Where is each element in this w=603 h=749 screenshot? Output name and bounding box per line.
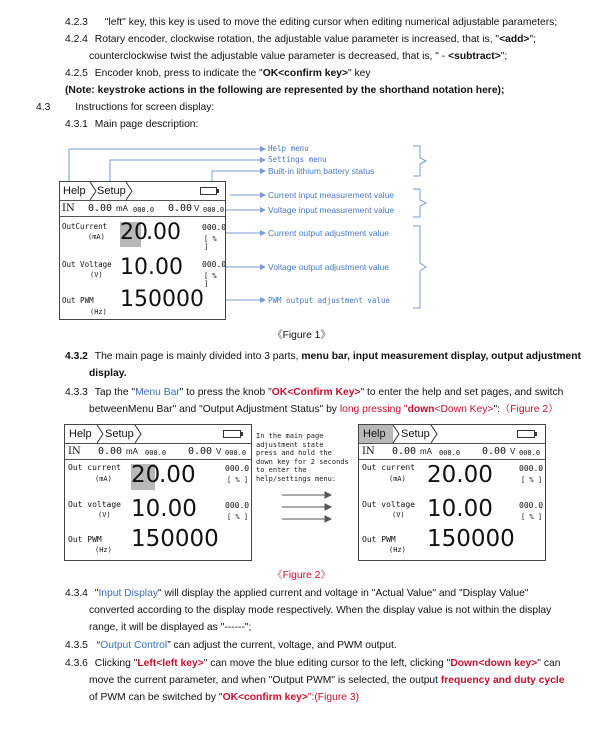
out-voltage-unit: (V) <box>392 511 405 519</box>
item-number: 4.3.1 <box>65 119 88 130</box>
current-adj-annotation: Current output adjustment value <box>268 228 389 238</box>
item-number: 4.2.5 <box>65 68 88 79</box>
item-text-end: "; <box>529 34 536 45</box>
in-current-small: 000.0 <box>133 206 155 214</box>
item-text: Tap the " <box>94 387 136 398</box>
in-label: IN <box>68 446 81 457</box>
ok-key: OK<confirm key> <box>262 68 348 79</box>
current-pct-value: 000.0 <box>519 464 544 473</box>
pwm-adj-annotation: PWM output adjustment value <box>268 296 390 305</box>
out-pwm-label: Out PWM <box>62 296 94 305</box>
out-pwm-unit: (Hz) <box>389 546 406 554</box>
voltage-pct-value: 000.0 <box>202 260 227 269</box>
input-display-ref: Input Display <box>98 588 158 599</box>
item-number: 4.3.4 <box>65 588 88 599</box>
lcd-screen-figure-2-right <box>358 424 546 561</box>
current-pct-unit: [ % ] <box>227 476 249 484</box>
in-current-value: 0.00 <box>98 446 123 457</box>
setup-tab[interactable]: Setup <box>105 428 134 440</box>
out-current-dec[interactable]: .00 <box>146 220 181 245</box>
note: (Note: keystroke actions in the following are represented by the shorthand notation here); <box>65 85 505 96</box>
out-voltage-label: Out voltage <box>68 500 121 509</box>
ok-confirm-key-ref: OK<confirm key> <box>222 692 308 703</box>
figure-2-ref: （Figure 2） <box>499 404 559 415</box>
out-current-dec[interactable]: .00 <box>159 462 196 488</box>
in-label: IN <box>62 203 75 214</box>
out-current-int[interactable]: 20 <box>120 220 148 245</box>
figure-3-ref: ":(Figure 3) <box>307 692 360 703</box>
in-voltage-value: 0.00 <box>188 446 213 457</box>
input-measurement-row <box>359 444 545 460</box>
item-text: betweenMenu Bar" and "Output Adjustment Status" by <box>89 404 340 415</box>
menu-bar-ref: Menu Bar <box>135 387 180 398</box>
down-key-ref: <Down Key> <box>434 404 494 415</box>
battery-icon <box>517 430 535 438</box>
item-4-3-2-cont: display. <box>89 368 127 379</box>
down-key-ref: Down<down key> <box>450 658 538 669</box>
current-pct-value: 000.0 <box>225 464 250 473</box>
help-tab[interactable]: Help <box>69 428 92 440</box>
item-text-3: " to enter the help and set pages, and switch <box>360 387 564 398</box>
in-voltage-small: 000.0 <box>519 449 541 457</box>
current-pct-unit: [ % ] <box>204 235 217 251</box>
item-text-end: " key <box>348 68 371 79</box>
out-pwm-unit: (Hz) <box>95 546 112 554</box>
voltage-pct-unit: [ % ] <box>521 513 543 521</box>
voltage-pct-value: 000.0 <box>519 501 544 510</box>
out-voltage-value[interactable]: 10.00 <box>427 496 493 522</box>
in-current-small: 000.0 <box>145 449 167 457</box>
menu-bar <box>359 425 545 444</box>
item-number: 4.3.3 <box>65 387 88 398</box>
help-tab[interactable]: Help <box>63 185 86 197</box>
help-menu-annotation: Help menu <box>268 144 309 153</box>
item-text-end: "; <box>500 51 508 62</box>
item-number: 4.3.2 <box>65 351 88 362</box>
in-current-value: 0.00 <box>392 446 417 457</box>
voltage-meas-annotation: Voltage input measurement value <box>268 205 395 215</box>
figure-2-caption: 《Figure 2》 <box>272 570 331 581</box>
in-current-unit: mA <box>116 204 128 213</box>
output-control-ref: Output Control <box>100 640 168 651</box>
item-text-2: " can move the blue editing cursor to the left, clicking " <box>203 658 451 669</box>
voltage-pct-value: 000.0 <box>225 501 250 510</box>
item-text-2: " to press the knob " <box>179 387 272 398</box>
item-text-2: " will display the applied current and voltage in "Actual Value" and "Display Value" <box>157 588 529 599</box>
out-voltage-value[interactable]: 10.00 <box>120 255 183 280</box>
in-current-unit: mA <box>126 447 138 456</box>
battery-annotation: Built-in lithium battery status <box>268 166 375 176</box>
out-pwm-value[interactable]: 150000 <box>120 287 204 312</box>
out-current-value[interactable]: 20.00 <box>427 462 493 488</box>
in-voltage-value: 0.00 <box>168 203 193 214</box>
in-voltage-small: 000.0 <box>203 206 225 214</box>
out-current-label: Out current <box>68 463 121 472</box>
left-key-ref: Left<left key> <box>137 658 204 669</box>
out-current-label: Out current <box>362 463 415 472</box>
in-current-small: 000.0 <box>439 449 461 457</box>
item-text: counterclockwise twist the adjustable value parameter is decreased, that is, " - <box>89 51 449 62</box>
help-tab[interactable]: Help <box>363 428 386 440</box>
item-text: The main page is mainly divided into 3 parts, <box>94 351 302 362</box>
item-text: Encoder knob, press to indicate the " <box>94 68 263 79</box>
item-4-3-4 <box>65 587 528 601</box>
out-current-int[interactable]: 20 <box>131 462 161 488</box>
item-text-2: ” can adjust the current, voltage, and PWM output. <box>167 640 397 651</box>
current-meas-annotation: Current input measurement value <box>268 190 395 200</box>
out-voltage-unit: (V) <box>90 271 103 279</box>
setup-tab[interactable]: Setup <box>97 185 126 197</box>
in-voltage-small: 000.0 <box>225 449 247 457</box>
item-text-2: ": <box>493 404 500 415</box>
settings-menu-annotation: Settings menu <box>268 155 327 164</box>
item-text: Main page description: <box>94 119 199 130</box>
in-voltage-value: 0.00 <box>482 446 507 457</box>
out-pwm-label: Out PWM <box>362 535 396 544</box>
item-text: "left" key, this key is used to move the editing cursor when editing numerical adjustable parameters; <box>104 17 558 28</box>
ok-confirm-key-ref: OK<Confirm Key> <box>271 387 361 398</box>
in-voltage-unit: V <box>194 204 200 213</box>
current-pct-value: 000.0 <box>202 223 227 232</box>
out-pwm-value[interactable]: 150000 <box>131 526 219 552</box>
setup-tab[interactable]: Setup <box>401 428 430 440</box>
item-text: Rotary encoder, clockwise rotation, the adjustable value parameter is increased, that is, " <box>94 34 500 45</box>
out-voltage-label: Out voltage <box>362 500 415 509</box>
item-4-3-6-cont2 <box>89 691 359 705</box>
in-voltage-unit: V <box>216 447 222 456</box>
out-current-unit: (mA) <box>88 233 105 241</box>
note-line: help/settings menu: <box>256 474 337 483</box>
out-pwm-value[interactable]: 150000 <box>427 526 515 552</box>
item-text: “ <box>96 640 101 651</box>
out-current-unit: (mA) <box>389 475 406 483</box>
voltage-pct-unit: [ % ] <box>227 513 249 521</box>
note-line: press and hold the <box>256 449 332 458</box>
item-4-3-4-cont2: range, it will be displayed as "------"; <box>89 622 252 633</box>
section-number: 4.3 <box>36 102 51 113</box>
item-text: move the current parameter, and when "Output PWM" is selected, the output <box>89 675 441 686</box>
out-pwm-unit: (Hz) <box>90 308 107 316</box>
out-voltage-label: Out Voltage <box>62 260 112 269</box>
item-text: " <box>94 588 99 599</box>
subtract-key: <subtract> <box>448 51 501 62</box>
in-voltage-unit: V <box>510 447 516 456</box>
note-line: adjustment state <box>256 440 324 449</box>
item-text-3: " can <box>537 658 561 669</box>
note-line: to enter the <box>256 466 307 475</box>
section-title: Instructions for screen display: <box>75 102 215 113</box>
note-line: In the main page <box>256 432 324 440</box>
down-ref: down <box>407 404 435 415</box>
item-number: 4.2.4 <box>65 34 88 45</box>
item-4-3-6 <box>65 657 560 671</box>
figure-1-caption: 《Figure 1》 <box>272 330 331 341</box>
out-current-unit: (mA) <box>95 475 112 483</box>
long-press-ref: long pressing " <box>339 404 408 415</box>
frequency-duty-ref: frequency and duty cycle <box>440 675 565 686</box>
in-label: IN <box>362 446 375 457</box>
note-line: down key for 2 seconds <box>256 457 349 466</box>
battery-tip <box>535 432 537 436</box>
item-text-bold: menu bar, input measurement display, output adjustment <box>301 351 581 362</box>
item-text: of PWM can be switched by " <box>89 692 223 703</box>
out-current-label: OutCurrent <box>62 222 108 231</box>
item-number: 4.3.6 <box>65 658 88 669</box>
current-pct-unit: [ % ] <box>521 476 543 484</box>
add-key: <add> <box>499 34 530 45</box>
out-pwm-label: Out PWM <box>68 535 102 544</box>
out-voltage-unit: (V) <box>98 511 111 519</box>
item-4-3-5 <box>65 639 397 653</box>
out-voltage-value[interactable]: 10.00 <box>131 496 197 522</box>
in-current-unit: mA <box>420 447 432 456</box>
voltage-adj-annotation: Voltage output adjustment value <box>268 262 389 272</box>
item-text: Clicking " <box>94 658 138 669</box>
item-number: 4.2.3 <box>65 17 88 28</box>
voltage-pct-unit: [ % ] <box>204 272 217 288</box>
in-current-value: 0.00 <box>88 203 113 214</box>
item-number: 4.3.5 <box>65 640 88 651</box>
item-4-3-6-cont <box>89 674 564 688</box>
item-4-3-4-cont: converted according to the display mode respectively. When the display value is not within the display <box>89 605 552 616</box>
